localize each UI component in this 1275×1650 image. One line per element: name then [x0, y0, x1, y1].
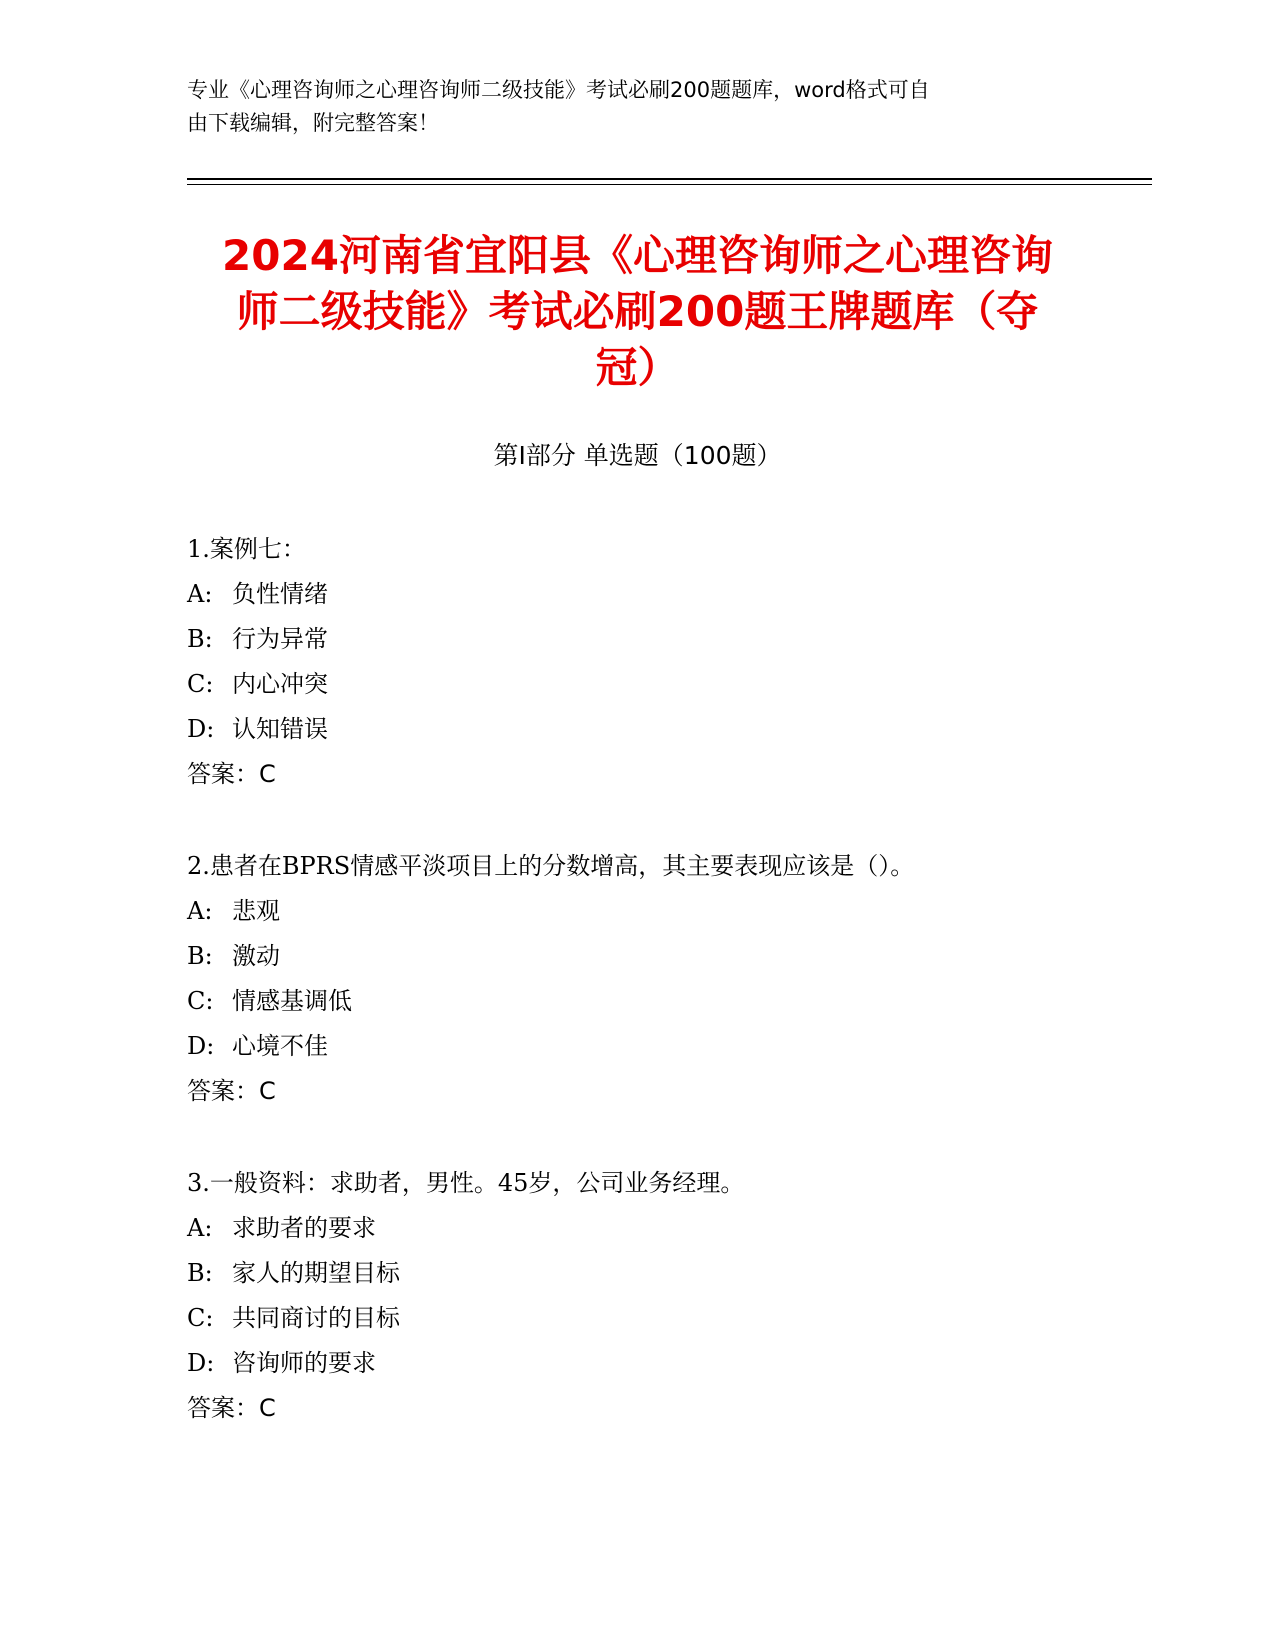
option-letter: B:	[187, 1259, 213, 1287]
option-text: 心境不佳	[232, 1032, 328, 1060]
option-a	[187, 889, 1147, 934]
option-text: 共同商讨的目标	[232, 1304, 400, 1332]
question-stem: 1.案例七：	[187, 535, 306, 563]
option-d	[187, 707, 1147, 752]
option-text: 认知错误	[232, 715, 328, 743]
option-letter: D:	[187, 715, 215, 743]
option-text: 家人的期望目标	[232, 1259, 400, 1287]
option-d	[187, 1341, 1147, 1386]
option-b	[187, 617, 1147, 662]
answer-text: 答案：C	[187, 1077, 276, 1105]
option-c	[187, 662, 1147, 707]
option-text: 负性情绪	[232, 580, 328, 608]
option-text: 求助者的要求	[232, 1214, 376, 1242]
option-text: 行为异常	[232, 625, 328, 653]
option-text: 咨询师的要求	[232, 1349, 376, 1377]
header-divider-thick	[187, 178, 1152, 180]
option-letter: C:	[187, 987, 214, 1015]
question-block	[187, 527, 1147, 797]
header-divider-thin	[187, 184, 1152, 185]
option-a	[187, 572, 1147, 617]
intro-line: 由下载编辑，附完整答案！	[187, 111, 439, 135]
option-letter: A:	[187, 1214, 213, 1242]
option-text: 情感基调低	[232, 987, 352, 1015]
question-block	[187, 844, 1147, 1114]
option-text: 内心冲突	[232, 670, 328, 698]
section-heading: 第Ⅰ部分 单选题（100题）	[493, 441, 782, 470]
option-letter: B:	[187, 942, 213, 970]
option-letter: C:	[187, 1304, 214, 1332]
option-c	[187, 979, 1147, 1024]
option-a	[187, 1206, 1147, 1251]
option-b	[187, 1251, 1147, 1296]
answer-text: 答案：C	[187, 1394, 276, 1422]
option-letter: D:	[187, 1349, 215, 1377]
intro-line: 专业《心理咨询师之心理咨询师二级技能》考试必刷200题题库，word格式可自	[187, 78, 930, 102]
option-c	[187, 1296, 1147, 1341]
question-stem: 2.患者在BPRS情感平淡项目上的分数增高，其主要表现应该是（）。	[187, 852, 915, 880]
option-d	[187, 1024, 1147, 1069]
option-letter: B:	[187, 625, 213, 653]
answer-text: 答案：C	[187, 760, 276, 788]
title-line: 师二级技能》考试必刷200题王牌题库（夺	[236, 287, 1039, 336]
intro-text	[187, 74, 1067, 140]
option-letter: A:	[187, 897, 213, 925]
option-text: 悲观	[232, 897, 280, 925]
title-line: 2024河南省宜阳县《心理咨询师之心理咨询	[222, 231, 1053, 280]
title-line: 冠）	[595, 343, 680, 392]
option-text: 激动	[232, 942, 280, 970]
document-title	[180, 228, 1095, 396]
question-stem: 3.一般资料：求助者，男性。45岁，公司业务经理。	[187, 1169, 745, 1197]
option-letter: C:	[187, 670, 214, 698]
question-block	[187, 1161, 1147, 1431]
option-letter: D:	[187, 1032, 215, 1060]
option-letter: A:	[187, 580, 213, 608]
option-b	[187, 934, 1147, 979]
